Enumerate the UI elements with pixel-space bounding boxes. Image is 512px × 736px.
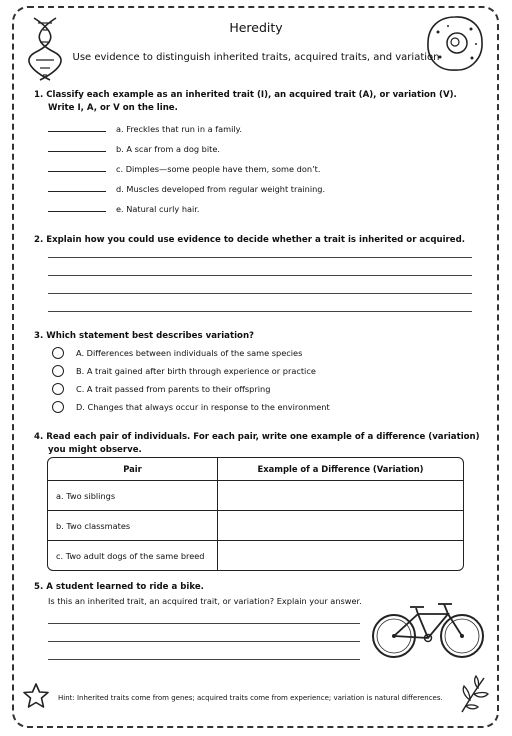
q1-answer-blank-d[interactable] <box>48 191 106 192</box>
q1-item-b: b. A scar from a dog bite. <box>116 144 220 154</box>
q1-answer-blank-c[interactable] <box>48 171 106 172</box>
q4-prompt <box>34 431 480 456</box>
q3-option-d-radio[interactable] <box>52 401 64 413</box>
q3-option-c-radio[interactable] <box>52 383 64 395</box>
q1-answer-blank-b[interactable] <box>48 151 106 152</box>
pair-cell-c: c. Two adult dogs of the same breed <box>48 540 218 570</box>
q1-prompt-line2: Write I, A, or V on the line. <box>48 102 178 113</box>
variation-table <box>47 457 464 571</box>
table-header-row <box>48 458 463 481</box>
pair-cell-a: a. Two siblings <box>48 481 218 510</box>
q3-option-d: D. Changes that always occur in response to the environment <box>76 402 330 412</box>
q1-prompt-line1: 1. Classify each example as an inherited trait (I), an acquired trait (A), or variation (V). <box>34 90 457 100</box>
q1-answer-blank-a[interactable] <box>48 131 106 132</box>
q1-item-a: a. Freckles that run in a family. <box>116 124 242 134</box>
q5-answer-line-1[interactable] <box>48 623 360 624</box>
q3-option-a: A. Differences between individuals of the same species <box>76 348 303 358</box>
q3-option-c: C. A trait passed from parents to their offspring <box>76 384 271 394</box>
q3-option-b-radio[interactable] <box>52 365 64 377</box>
answer-cell-a[interactable] <box>218 481 463 510</box>
q2-prompt: 2. Explain how you could use evidence to decide whether a trait is inherited or acquired. <box>34 235 466 245</box>
q5-subprompt: Is this an inherited trait, an acquired trait, or variation? Explain your answer. <box>48 596 362 606</box>
hint-text: Hint: Inherited traits come from genes; acquired traits come from experience; variation is natural differences. <box>58 694 443 702</box>
q2-answer-line-3[interactable] <box>48 293 472 294</box>
q3-prompt: 3. Which statement best describes variation? <box>34 331 255 341</box>
q5-answer-line-2[interactable] <box>48 641 360 642</box>
q4-prompt-line2: you might observe. <box>48 444 142 455</box>
q4-prompt-line1: 4. Read each pair of individuals. For each pair, write one example of a difference (variation) <box>34 432 480 442</box>
q3-option-a-radio[interactable] <box>52 347 64 359</box>
bicycle-icon <box>370 600 486 662</box>
leaf-branch-icon <box>456 674 490 714</box>
table-row <box>48 510 463 540</box>
table-row <box>48 481 463 510</box>
q5-answer-line-3[interactable] <box>48 659 360 660</box>
page-title: Heredity <box>229 20 283 35</box>
q2-answer-line-2[interactable] <box>48 275 472 276</box>
q5-prompt: 5. A student learned to ride a bike. <box>34 582 204 592</box>
q2-answer-line-1[interactable] <box>48 257 472 258</box>
column-header-pair: Pair <box>48 458 218 481</box>
q1-item-d: d. Muscles developed from regular weight training. <box>116 184 326 194</box>
page-subtitle: Use evidence to distinguish inherited traits, acquired traits, and variation <box>72 52 440 63</box>
table-row <box>48 540 463 570</box>
column-header-example: Example of a Difference (Variation) <box>218 458 463 481</box>
q1-answer-blank-e[interactable] <box>48 211 106 212</box>
q3-option-b: B. A trait gained after birth through experience or practice <box>76 366 316 376</box>
q1-item-e: e. Natural curly hair. <box>116 204 200 214</box>
q1-prompt <box>34 89 457 114</box>
star-icon <box>22 682 50 710</box>
answer-cell-c[interactable] <box>218 540 463 570</box>
pair-cell-b: b. Two classmates <box>48 510 218 540</box>
q2-answer-line-4[interactable] <box>48 311 472 312</box>
answer-cell-b[interactable] <box>218 510 463 540</box>
q1-item-c: c. Dimples—some people have them, some don’t. <box>116 164 321 174</box>
